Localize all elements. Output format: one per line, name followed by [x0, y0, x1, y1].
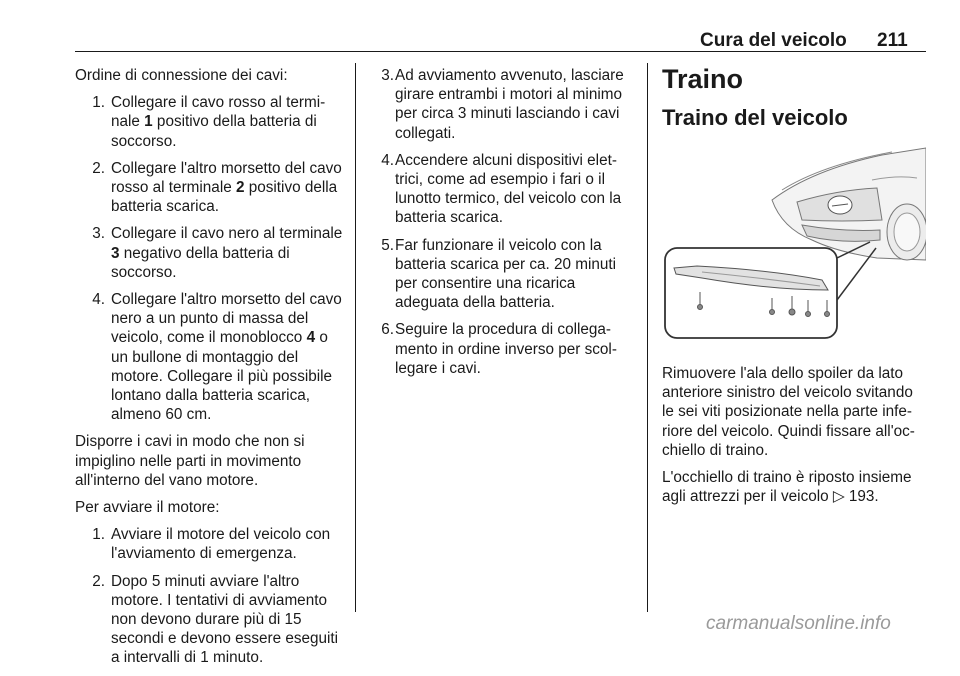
list-number: 4.	[92, 291, 105, 309]
step-ref: 4	[306, 329, 316, 347]
step-text: Avviare il motore del veicolo con l'avviamento di emergenza.	[111, 526, 331, 563]
step-text: positivo della batteria di soccorso.	[111, 113, 317, 150]
page-number: 211	[877, 30, 908, 51]
list-item	[85, 572, 343, 668]
list-item	[85, 525, 343, 563]
continued-steps-list	[374, 66, 636, 378]
step-text: Dopo 5 minuti avviare l'altro motore. I tentativi di avviamento non devono durare più di 15 secondi e devono essere eseguiti a intervalli di 1 minuto.	[111, 572, 339, 667]
step-ref: 3	[111, 244, 120, 262]
step-text: positivo della batteria scarica.	[111, 179, 338, 216]
step-text: Ad avviamento avvenuto, lasciare girare entrambi i motori al minimo per circa 3 minuti lasciando i cavi collegati.	[395, 67, 624, 142]
list-item	[374, 151, 636, 228]
list-item	[85, 159, 343, 217]
column-2	[374, 66, 636, 386]
cable-routing-paragraph: Disporre i cavi in modo che non si impiglino nelle parti in movimento all'interno del vano motore.	[75, 433, 305, 489]
towing-instruction-paragraph: Rimuovere l'ala dello spoiler da lato anteriore sinistro del veicolo svitando le sei viti posizionate nella parte infe‐riore del veicolo. Quindi fissare all'oc‐chiello di traino.	[662, 365, 915, 459]
list-number: 1.	[92, 94, 105, 112]
paragraph-text: L'occhiello di traino è riposto insieme agli attrezzi per il veicolo	[662, 469, 912, 506]
step-text: o un bullone di montaggio del motore. Collegare il più possibile lontano dalla batteria scarica, almeno 60 cm.	[111, 329, 333, 424]
list-number: 2.	[92, 159, 105, 177]
step-text: Collegare il cavo rosso al termi‐nale	[111, 94, 326, 131]
step-text: Far funzionare il veicolo con la batteria scarica per ca. 20 minuti per consentire una ricarica adeguata della batteria.	[395, 236, 617, 312]
step-text: Collegare il cavo nero al terminale	[111, 225, 343, 243]
page-header-title: Cura del veicolo	[700, 30, 847, 51]
watermark: carmanualsonline.info	[706, 613, 891, 634]
subsection-heading: Traino del veicolo	[662, 105, 848, 130]
list-number: 3.	[381, 67, 394, 84]
list-number: 1.	[92, 526, 105, 544]
list-item	[374, 66, 636, 143]
list-number: 5.	[381, 236, 394, 254]
list-item	[85, 93, 343, 151]
step-text: Seguire la procedura di collega‐mento in ordine inverso per scol‐legare i cavi.	[395, 321, 617, 377]
page-reference-icon: ▷	[832, 488, 845, 506]
list-item	[85, 290, 343, 424]
step-text: negativo della batteria di soccorso.	[111, 244, 290, 281]
start-steps-list	[75, 525, 343, 667]
step-text: Collegare l'altro morsetto del cavo nero a un punto di massa del veicolo, come il monoblocco	[111, 291, 342, 347]
start-engine-intro: Per avviare il motore:	[75, 499, 220, 517]
page-reference[interactable]: 193.	[848, 488, 879, 506]
step-text: Accendere alcuni dispositivi elet‐trici, come ad esempio i fari o il lunotto termico, del veicolo con la batteria scarica.	[395, 151, 622, 227]
column-divider-2	[647, 63, 648, 612]
step-ref: 2	[235, 179, 245, 197]
list-number: 6.	[381, 321, 394, 339]
list-item	[85, 224, 343, 282]
list-number: 2.	[92, 572, 105, 590]
list-number: 3.	[92, 225, 105, 243]
column-3-text	[662, 364, 926, 514]
connection-order-intro: Ordine di connessione dei cavi:	[75, 67, 288, 84]
connection-steps-list	[75, 93, 343, 424]
list-number: 4.	[381, 151, 394, 169]
tow-eye-storage-paragraph	[662, 468, 926, 506]
header-rule	[75, 51, 926, 52]
section-heading: Traino	[662, 64, 744, 94]
list-item	[374, 320, 636, 378]
step-text: Collegare l'altro morsetto del cavo rosso al terminale	[111, 159, 342, 197]
tow-eye-illustration	[662, 140, 926, 350]
column-1	[75, 66, 343, 676]
column-divider-1	[355, 63, 356, 612]
list-item	[374, 236, 636, 313]
step-ref: 1	[144, 113, 153, 131]
